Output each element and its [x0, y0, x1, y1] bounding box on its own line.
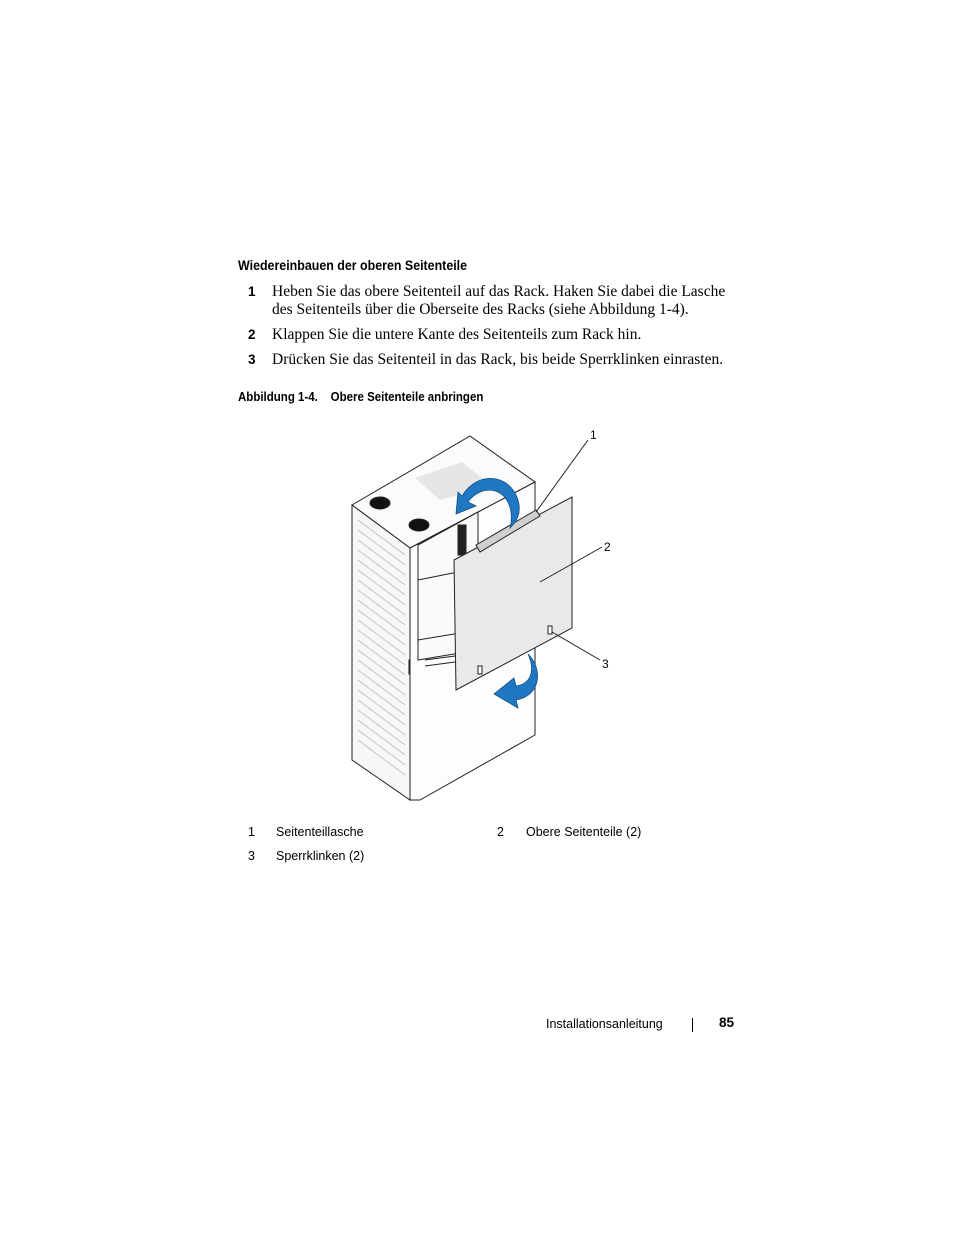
page-number: 85 — [719, 1015, 735, 1030]
callout-number: 2 — [604, 540, 611, 554]
footer-title: Installationsanleitung — [546, 1017, 663, 1031]
step-item — [238, 326, 738, 344]
figure-caption: Abbildung 1-4. Obere Seitenteile anbringen — [238, 390, 484, 404]
step-number: 2 — [248, 327, 256, 342]
section-heading: Wiedereinbauen der oberen Seitenteile — [238, 258, 468, 273]
legend-label: Sperrklinken (2) — [276, 849, 365, 863]
cable-hole-icon — [409, 519, 429, 531]
callout-leader — [536, 440, 588, 512]
legend-label: Obere Seitenteile (2) — [526, 825, 642, 839]
cable-hole-icon — [370, 497, 390, 509]
step-text: Drücken Sie das Seitenteil in das Rack, bis beide Sperrklinken einrasten. — [272, 351, 724, 368]
legend-number: 1 — [248, 825, 255, 839]
callout-leader — [552, 632, 600, 660]
step-text: Klappen Sie die untere Kante des Seitenteils zum Rack hin. — [272, 326, 642, 343]
callout-number: 3 — [602, 657, 609, 671]
rack-side-panel-illustration — [340, 420, 640, 805]
footer-divider — [692, 1018, 693, 1032]
legend-number: 3 — [248, 849, 255, 863]
latch-icon — [548, 626, 552, 634]
step-list — [238, 283, 738, 376]
step-number: 1 — [248, 284, 256, 299]
latch-icon — [478, 666, 482, 674]
legend-label: Seitenteillasche — [276, 825, 364, 839]
step-text: Heben Sie das obere Seitenteil auf das Rack. Haken Sie dabei die Lasche des Seitenteils über die Oberseite des Racks (siehe Abbildung 1-4). — [272, 283, 726, 318]
callout-number: 1 — [590, 428, 597, 442]
legend-number: 2 — [497, 825, 504, 839]
step-item — [238, 351, 738, 369]
step-item — [238, 283, 738, 319]
step-number: 3 — [248, 352, 256, 367]
